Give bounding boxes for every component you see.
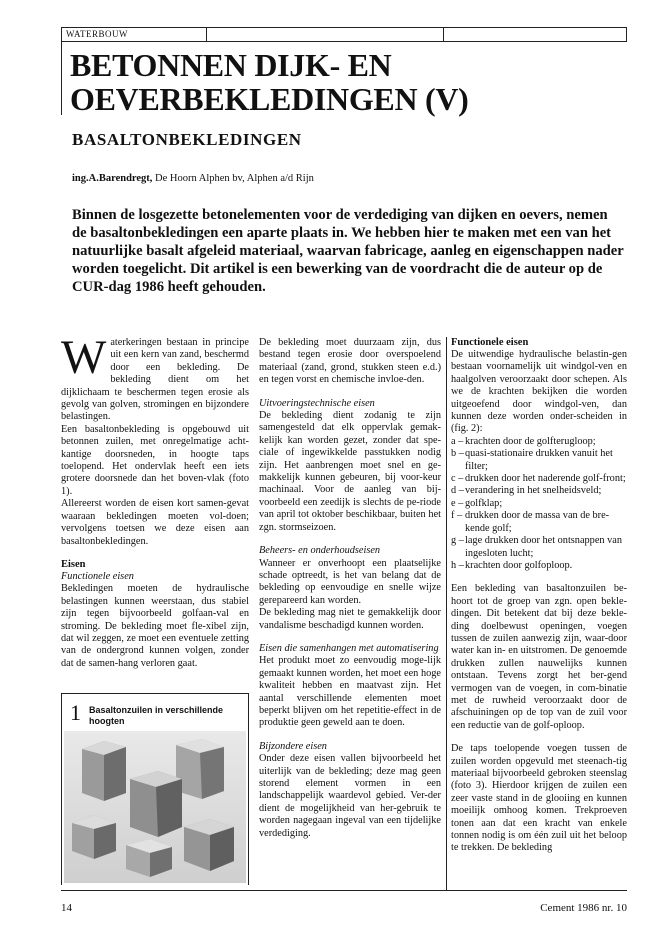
col2-paragraph-2: De bekleding dient zodanig te zijn samengesteld dat elk oppervlak gemak-kelijk kan worden gezet, zonder dat spe-ciale of ingewikkelde passtukken nodig zijn. Het aanbrengen moet snel en ge-makkelijk kunnen gebeuren, bij voor-keur machinaal. Voor de aanleg van bij-voorbeeld een zeedijk is slechts de pe-riode van april tot oktober beschikbaar, buiten het zgn. stormseizoen. xyxy=(259,410,441,533)
column-1 xyxy=(61,331,249,670)
force-list-key: a – xyxy=(451,435,464,447)
force-list-text: krachten door golfoploop. xyxy=(465,559,573,571)
column-2 xyxy=(259,337,441,840)
force-list-text: drukken door de massa van de bre-kende golf; xyxy=(465,510,610,534)
intro-paragraph: aterkeringen bestaan in principe uit een kern van zand, beschermd door een bekleding. De bekleding dient om het dijklichaam te beschermen tegen erosie als gevolg van golven, stromingen en bijzondere belastingen. xyxy=(61,337,249,423)
title-line-2: OEVERBEKLEDINGEN (V) xyxy=(70,81,469,117)
byline xyxy=(72,172,314,185)
drop-cap: W xyxy=(61,331,107,384)
col2-paragraph-4: De bekleding mag niet te gemakkelijk door vandalisme beschadigd kunnen worden. xyxy=(259,607,441,631)
heading-bijzondere-eisen: Bijzondere eisen xyxy=(259,740,327,752)
title-rule-left xyxy=(61,41,62,115)
force-list-item xyxy=(451,436,627,448)
force-list-key: f – xyxy=(451,510,463,522)
force-list-key: c – xyxy=(451,473,464,485)
heading-functionele-eisen-2: Functionele eisen xyxy=(451,337,529,348)
subtitle: BASALTONBEKLEDINGEN xyxy=(72,130,302,149)
heading-functionele-eisen-1: Functionele eisen xyxy=(61,570,134,582)
header-rule xyxy=(61,41,627,42)
force-list-item xyxy=(451,473,627,485)
force-list-item xyxy=(451,448,627,473)
lead-paragraph: Binnen de losgezette betonelementen voor de verdediging van dijken en oevers, nemen de basaltonbekledingen een aparte plaats in. We hebben hier te maken met een van het natuurlijke basalt afgeleid materiaal, waarvan fabricage, aanleg en eigenschappen nader worden toegelicht. Dit artikel is een bewerking van de voordracht die de auteur op de CUR-dag 1986 heeft gehouden. xyxy=(72,207,624,295)
force-list-key: e – xyxy=(451,497,464,509)
journal-name: Cement 1986 nr. 10 xyxy=(540,902,627,914)
header-box-3 xyxy=(443,27,627,42)
force-list-item xyxy=(451,498,627,510)
heading-eisen: Eisen xyxy=(61,558,86,570)
force-list-text: krachten door de golfterugloop; xyxy=(465,435,596,447)
force-list xyxy=(451,436,627,572)
col1-paragraph-2: Een basaltonbekleding is opgebouwd uit betonnen zuilen, met onregelmatige acht-kantige doorsneden, in hoogte taps toelopend. Het ondervlak heeft een iets grotere doorsnede dan het boven-vlak (foto 1). xyxy=(61,423,249,497)
basalton-photo-illustration xyxy=(64,731,246,883)
force-list-key: h – xyxy=(451,559,464,571)
col3-paragraph-2: Een bekleding van basaltonzuilen be-hoort tot de groep van zgn. open bekle-dingen. Dit betekent dat bij deze bekle-ding doelbewust openingen, voegen tussen de zuilen aanwezig zijn, waar-door water kan in- en uitstromen. De genoemde drukken zullen nauwelijks kunnen ontstaan. Tevens zorgt het ber-gend vermogen van de voegen, in com-binatie met de ruwheid veroorzaakt door de afschuiningen op de top van de zuil voor een reductie van de golf-oploop. xyxy=(451,583,627,731)
force-list-key: d – xyxy=(451,485,464,497)
force-list-text: quasi-stationaire drukken vanuit het filter; xyxy=(465,448,613,472)
title-line-1: BETONNEN DIJK- EN xyxy=(70,47,392,83)
byline-affiliation: De Hoorn Alphen bv, Alphen a/d Rijn xyxy=(152,173,314,184)
heading-beheer: Beheers- en onderhoudseisen xyxy=(259,545,381,557)
header-box-2 xyxy=(205,27,444,42)
footer-rule xyxy=(61,890,627,891)
photo-basalton-columns xyxy=(64,731,246,883)
column-3 xyxy=(451,337,627,855)
col1-paragraph-3: Allereerst worden de eisen kort samen-gevat waaraan bekledingen moeten vol-doen; vervolgens toetsen we deze eisen aan basaltonbekledingen. xyxy=(61,498,249,547)
force-list-item xyxy=(451,535,627,560)
force-list-item xyxy=(451,485,627,497)
heading-automatisering: Eisen die samenhangen met automatisering xyxy=(259,642,439,654)
force-list-text: lage drukken door het ontsnappen van ingesloten lucht; xyxy=(465,535,622,559)
column-divider-2-3 xyxy=(446,337,447,890)
col2-paragraph-3: Wanneer er onverhoopt een plaatselijke schade optreedt, is het van belang dat de bekleding op eenvoudige en snelle wijze gerepareerd kan worden. xyxy=(259,557,441,606)
byline-author: ing.A.Barendregt, xyxy=(72,173,153,184)
col1-paragraph-4: Bekledingen moeten de hydraulische belastingen kunnen weerstaan, dus stabiel zijn tegen bijvoorbeeld golfaan-val en stroming. De bekleding moet fle-xibel zijn, dat wil zeggen, ze moet een eventuele zetting van de ondergrond kunnen volgen, zonder dat de samen-hang verloren gaat. xyxy=(61,583,249,669)
col3-paragraph-3: De taps toelopende voegen tussen de zuilen worden opgevuld met steenach-tig materiaal bijvoorbeeld gebroken steenslag (foto 3). Hierdoor krijgen de zuilen een zeer vaste stand in de glooiing en kunnen moeilijk omhoog komen. Trekproeven tonen aan dat een kracht van enkele tonnen nodig is om één zuil uit het beloop te trekken. De bekleding xyxy=(451,743,627,854)
col2-paragraph-6: Onder deze eisen vallen bijvoorbeeld het uiterlijk van de bekleding; deze mag geen storend element vormen in een landschappelijk waardevol gebied. Ver-der dient de mogelijkheid van her-gebruik te worden nagegaan ingeval van een tijdelijke verdediging. xyxy=(259,753,441,839)
col2-paragraph-1: De bekleding moet duurzaam zijn, dus bestand tegen erosie door overspoelend materiaal (zand, grond, stukken steen e.d.) en tegen vorst en chemische invloe-den. xyxy=(259,337,441,386)
force-list-key: g – xyxy=(451,535,464,547)
photo-number: 1 xyxy=(70,700,81,725)
photo-caption: Basaltonzuilen in verschillende hoogten xyxy=(89,705,224,726)
col3-paragraph-1: De uitwendige hydraulische belastin-gen bestaan voornamelijk uit windgol-ven en haalgolven veroorzaakt door schepen. Als we de krachten bekijken die worden uitgeoefend door windgol-ven, dan kunnen deze worden onder-scheiden in (fig. 2): xyxy=(451,349,627,435)
col2-paragraph-5: Het produkt moet zo eenvoudig moge-lijk gemaakt kunnen worden, het moet een hoge kwaliteit hebben en maatvast zijn. Het aantal verschillende elementen moet beperkt blijven om het repetitie-effect in de produktie geen geweld aan te doen. xyxy=(259,655,441,729)
force-list-item xyxy=(451,510,627,535)
force-list-text: verandering in het snelheidsveld; xyxy=(465,485,602,497)
force-list-text: golfklap; xyxy=(465,497,503,509)
page-number: 14 xyxy=(61,902,72,914)
force-list-text: drukken door het naderende golf-front; xyxy=(465,473,626,485)
heading-uitvoering: Uitvoeringstechnische eisen xyxy=(259,397,375,409)
force-list-key: b – xyxy=(451,448,464,460)
section-label: WATERBOUW xyxy=(66,29,128,39)
force-list-item xyxy=(451,560,627,572)
